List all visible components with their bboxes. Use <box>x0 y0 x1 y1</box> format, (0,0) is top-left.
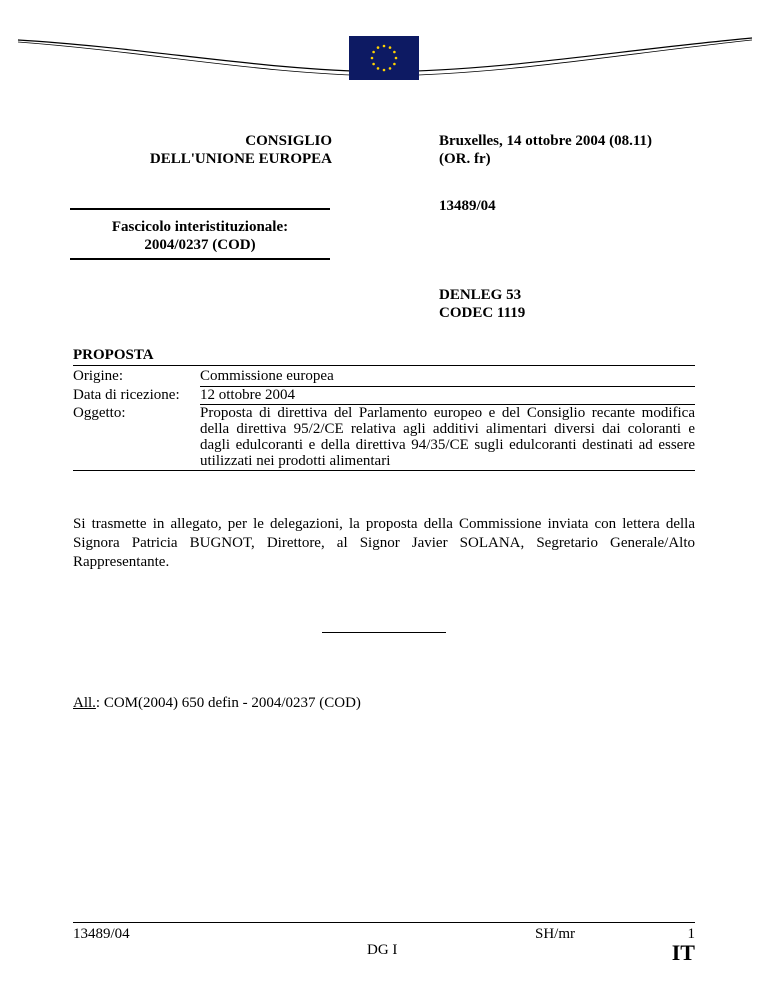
original-language: (OR. fr) <box>439 151 491 167</box>
attachment-line <box>73 695 361 712</box>
fascicolo-label: Fascicolo interistituzionale: <box>111 219 289 235</box>
footer-dg: DG I <box>367 942 398 958</box>
subject-line: della direttiva 95/2/CE relativa agli additivi alimentari diversi dai coloranti e <box>200 421 695 437</box>
subject-value <box>200 405 695 469</box>
council-line-2: DELL'UNIONE EUROPEA <box>149 151 332 167</box>
eu-stars-icon <box>349 36 419 80</box>
subject-line: dagli edulcoranti e della direttiva 94/35/CE sugli edulcoranti destinati ad essere <box>200 437 695 453</box>
receipt-date-label: Data di ricezione: <box>73 387 180 403</box>
subject-line: Proposta di direttiva del Parlamento europeo e del Consiglio recante modifica <box>200 405 695 421</box>
fascicolo-box <box>70 208 330 260</box>
council-name <box>80 132 332 168</box>
body-paragraph: Si trasmette in allegato, per le delegazioni, la proposta della Commissione inviata con lettera della Signora Patricia BUGNOT, Direttore, al Signor Javier SOLANA, Segretario Generale/Alto Rappresentante. <box>73 516 695 570</box>
footer-language: IT <box>671 940 695 965</box>
separator-line <box>322 632 446 633</box>
origin-label: Origine: <box>73 368 123 384</box>
classification-codes <box>439 286 525 322</box>
footer-doc-number: 13489/04 <box>73 926 130 942</box>
proposal-heading: PROPOSTA <box>73 347 154 363</box>
code-denleg: DENLEG 53 <box>439 287 522 303</box>
date-line: Bruxelles, 14 ottobre 2004 (08.11) <box>439 133 653 149</box>
attachment-label: All. <box>73 695 96 711</box>
receipt-date-value: 12 ottobre 2004 <box>200 387 295 403</box>
footer-page-number: 1 <box>687 926 695 942</box>
footer-initials: SH/mr <box>535 926 576 942</box>
divider <box>73 470 695 471</box>
council-line-1: CONSIGLIO <box>245 133 332 149</box>
code-codec: CODEC 1119 <box>439 305 526 321</box>
attachment-text: : COM(2004) 650 defin - 2004/0237 (COD) <box>95 695 361 711</box>
origin-value: Commissione europea <box>200 368 334 384</box>
subject-line: utilizzati nei prodotti alimentari <box>200 453 391 469</box>
eu-flag-logo <box>349 36 419 80</box>
fascicolo-value: 2004/0237 (COD) <box>144 237 256 253</box>
document-number: 13489/04 <box>439 198 496 214</box>
divider <box>73 365 695 366</box>
footer-divider <box>73 922 695 923</box>
subject-label: Oggetto: <box>73 405 126 421</box>
date-block <box>439 132 652 168</box>
